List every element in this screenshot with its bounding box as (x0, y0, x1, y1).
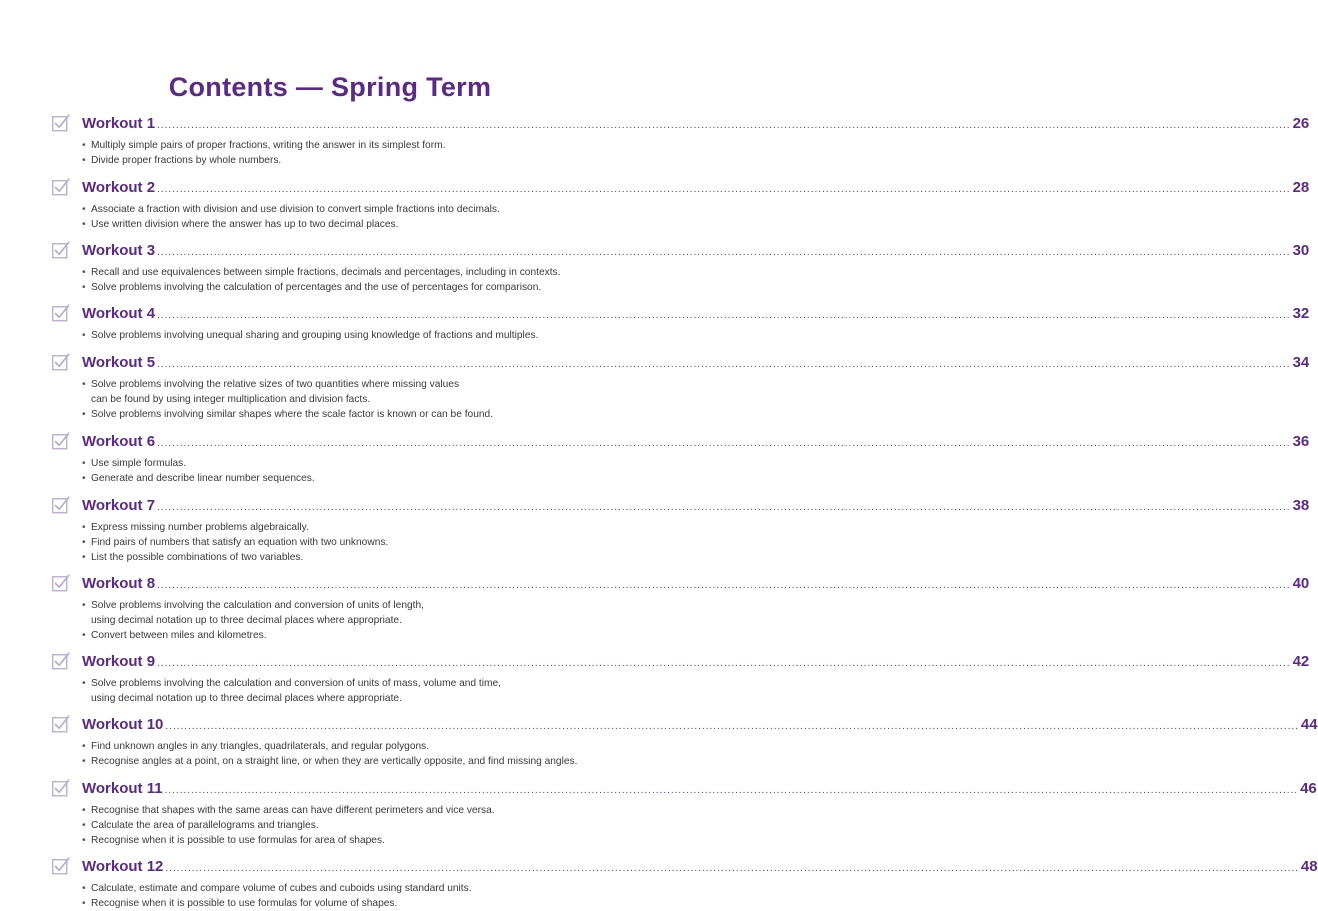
objective-item: • Convert between miles and kilometres. (82, 628, 602, 643)
objective-item: • Recognise when it is possible to use formulas for volume of shapes. (82, 896, 602, 911)
dot-leader: ............................................................................................................................................................................................................................................................................................................ (157, 184, 1291, 195)
checkbox-icon[interactable] (52, 241, 70, 259)
objective-list (82, 676, 602, 706)
objective-item: • Generate and describe linear number sequences. (82, 471, 602, 486)
dot-leader: ............................................................................................................................................................................................................................................................................................................ (157, 580, 1291, 591)
objective-item: • Recognise that shapes with the same areas can have different perimeters and vice versa. (82, 803, 602, 818)
workout-heading (82, 713, 1318, 739)
page-number: 28 (1292, 179, 1310, 196)
page-number: 46 (1300, 780, 1317, 797)
objective-item: • Solve problems involving unequal sharing and grouping using knowledge of fractions and multiples. (82, 328, 602, 343)
workout-title: Workout 4 (82, 305, 156, 322)
objective-list (82, 138, 602, 168)
workout-heading (82, 351, 1310, 377)
dot-leader: ............................................................................................................................................................................................................................................................................................................ (157, 359, 1291, 370)
workout-heading (82, 302, 1310, 328)
objective-list (82, 881, 602, 911)
page-number: 44 (1300, 716, 1318, 733)
checkbox-icon[interactable] (52, 178, 70, 196)
contents-entry (52, 713, 1318, 769)
objective-item: • Recall and use equivalences between simple fractions, decimals and percentages, including in contexts. (82, 265, 602, 280)
workout-heading (82, 650, 1310, 676)
checkbox-icon[interactable] (52, 857, 70, 875)
objective-item: • List the possible combinations of two variables. (82, 550, 602, 565)
contents-entry (52, 430, 1310, 486)
page-number: 42 (1292, 653, 1310, 670)
objective-item: • Solve problems involving the relative sizes of two quantities where missing values can be found by using integer multiplication and division facts. (82, 377, 602, 407)
dot-leader: ............................................................................................................................................................................................................................................................................................................ (157, 120, 1291, 131)
page-number: 34 (1292, 354, 1310, 371)
objective-item: • Solve problems involving the calculation and conversion of units of mass, volume and time, using decimal notation up to three decimal places where appropriate. (82, 676, 602, 706)
workout-title: Workout 10 (82, 716, 164, 733)
checkbox-icon[interactable] (52, 353, 70, 371)
dot-leader: ............................................................................................................................................................................................................................................................................................................ (157, 247, 1291, 258)
workout-heading (82, 494, 1310, 520)
workout-title: Workout 3 (82, 242, 156, 259)
page-number: 36 (1292, 433, 1310, 450)
objective-item: • Recognise when it is possible to use formulas for area of shapes. (82, 833, 602, 848)
objective-list (82, 456, 602, 486)
objective-item: • Associate a fraction with division and use division to convert simple fractions into decimals. (82, 202, 602, 217)
checkbox-icon[interactable] (52, 496, 70, 514)
workout-title: Workout 5 (82, 354, 156, 371)
objective-item: • Recognise angles at a point, on a straight line, or when they are vertically opposite, and find missing angles. (82, 754, 602, 769)
workout-title: Workout 1 (82, 115, 156, 132)
page-number: 40 (1292, 575, 1310, 592)
dot-leader: ............................................................................................................................................................................................................................................................................................................ (164, 785, 1299, 796)
contents-entry (52, 777, 1317, 848)
dot-leader: ............................................................................................................................................................................................................................................................................................................ (157, 502, 1291, 513)
objective-item: • Multiply simple pairs of proper fractions, writing the answer in its simplest form. (82, 138, 602, 153)
objective-item: • Use simple formulas. (82, 456, 602, 471)
page-number: 32 (1292, 305, 1310, 322)
page-number: 48 (1300, 858, 1318, 875)
workout-heading (82, 855, 1318, 881)
dot-leader: ............................................................................................................................................................................................................................................................................................................ (165, 721, 1299, 732)
workout-heading (82, 430, 1310, 456)
checkbox-icon[interactable] (52, 779, 70, 797)
checkbox-icon[interactable] (52, 574, 70, 592)
contents-entry (52, 494, 1310, 565)
workout-title: Workout 11 (82, 780, 163, 797)
objective-list (82, 265, 602, 295)
contents-list (52, 112, 1318, 911)
dot-leader: ............................................................................................................................................................................................................................................................................................................ (165, 863, 1299, 874)
page-title: Contents — Spring Term (168, 72, 492, 102)
workout-title: Workout 8 (82, 575, 156, 592)
objective-list (82, 202, 602, 232)
objective-list (82, 598, 602, 643)
workout-title: Workout 2 (82, 179, 156, 196)
checkbox-icon[interactable] (52, 304, 70, 322)
checkbox-icon[interactable] (52, 114, 70, 132)
objective-list (82, 520, 602, 565)
workout-title: Workout 6 (82, 433, 156, 450)
workout-heading (82, 239, 1310, 265)
workout-heading (82, 112, 1310, 138)
objective-item: • Solve problems involving the calculation and conversion of units of length, using decimal notation up to three decimal places where appropriate. (82, 598, 602, 628)
workout-heading (82, 777, 1317, 803)
objective-list (82, 328, 602, 343)
contents-entry (52, 351, 1310, 422)
checkbox-icon[interactable] (52, 715, 70, 733)
workout-heading (82, 176, 1310, 202)
contents-entry (52, 650, 1310, 706)
objective-item: • Find unknown angles in any triangles, quadrilaterals, and regular polygons. (82, 739, 602, 754)
objective-item: • Solve problems involving similar shapes where the scale factor is known or can be found. (82, 407, 602, 422)
dot-leader: ............................................................................................................................................................................................................................................................................................................ (157, 658, 1291, 669)
workout-title: Workout 9 (82, 653, 156, 670)
workout-title: Workout 7 (82, 497, 156, 514)
objective-item: • Divide proper fractions by whole numbers. (82, 153, 602, 168)
checkbox-icon[interactable] (52, 432, 70, 450)
contents-entry (52, 176, 1310, 232)
contents-entry (52, 572, 1310, 643)
objective-list (82, 377, 602, 422)
objective-list (82, 739, 602, 769)
objective-item: • Express missing number problems algebraically. (82, 520, 602, 535)
contents-entry (52, 302, 1310, 343)
dot-leader: ............................................................................................................................................................................................................................................................................................................ (157, 438, 1291, 449)
objective-item: • Solve problems involving the calculation of percentages and the use of percentages for comparison. (82, 280, 602, 295)
objective-item: • Calculate, estimate and compare volume of cubes and cuboids using standard units. (82, 881, 602, 896)
objective-item: • Find pairs of numbers that satisfy an equation with two unknowns. (82, 535, 602, 550)
workout-title: Workout 12 (82, 858, 164, 875)
objective-item: • Calculate the area of parallelograms and triangles. (82, 818, 602, 833)
workout-heading (82, 572, 1310, 598)
contents-entry (52, 112, 1310, 168)
page-number: 26 (1292, 115, 1310, 132)
contents-entry (52, 855, 1318, 911)
page-number: 30 (1292, 242, 1310, 259)
objective-list (82, 803, 602, 848)
objective-item: • Use written division where the answer has up to two decimal places. (82, 217, 602, 232)
page-number: 38 (1292, 497, 1310, 514)
checkbox-icon[interactable] (52, 652, 70, 670)
contents-entry (52, 239, 1310, 295)
dot-leader: ............................................................................................................................................................................................................................................................................................................ (157, 310, 1291, 321)
